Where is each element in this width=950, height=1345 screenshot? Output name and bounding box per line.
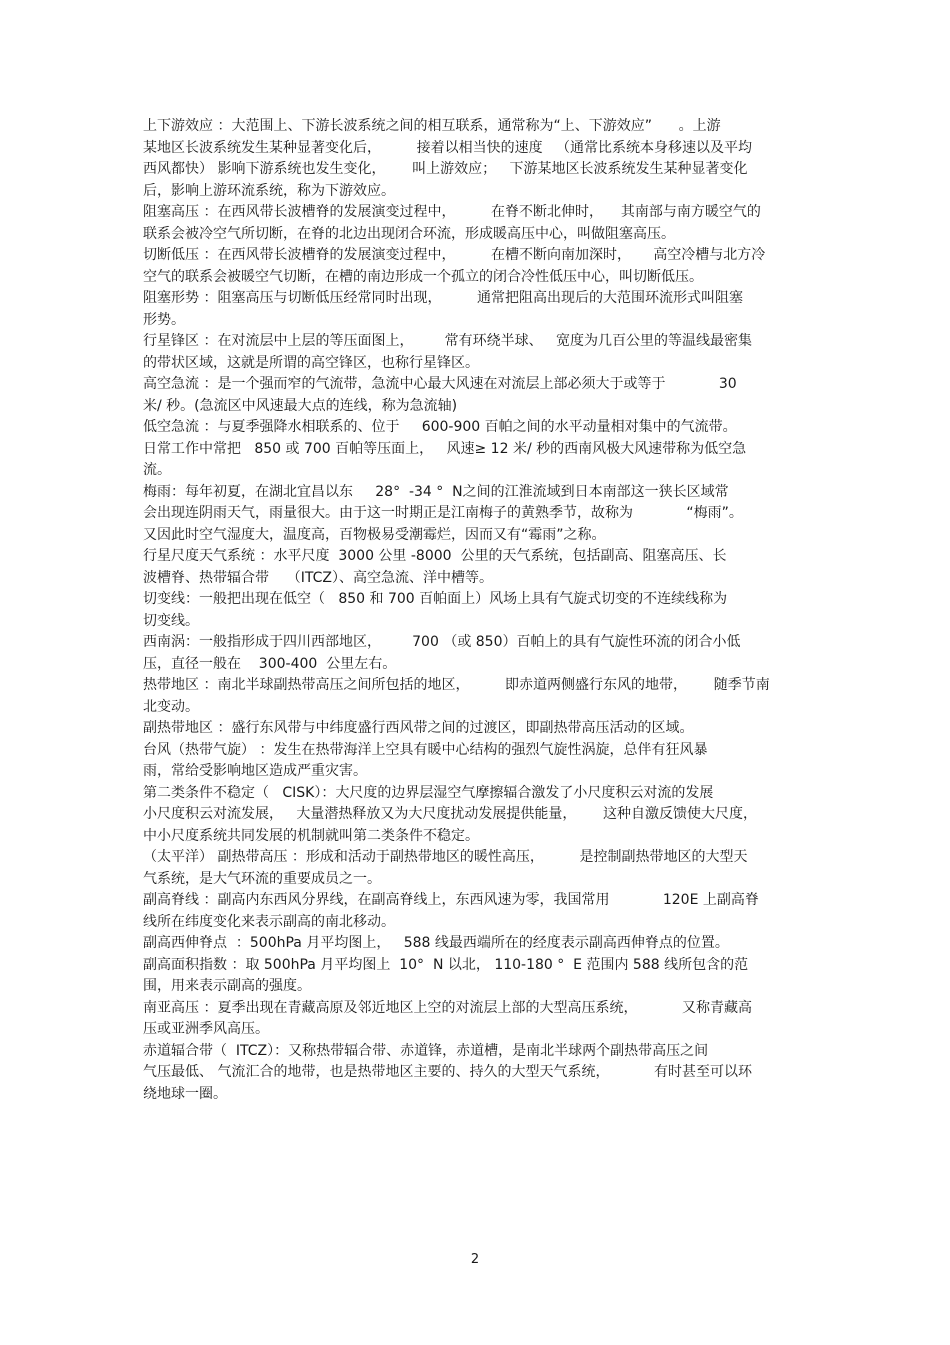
entry-line: 副高面积指数 ：取 500hPa 月平均图上 10° N 以北， 110-180 ° E 范围内 588 线所包含的范 <box>143 956 749 973</box>
glossary-entry <box>143 288 808 331</box>
glossary-entry <box>143 374 808 417</box>
entry-line: 形势。 <box>143 311 185 328</box>
entry-line: 中小尺度系统共同发展的机制就叫第二类条件不稳定。 <box>143 827 479 844</box>
glossary-content <box>143 116 808 1105</box>
entry-line: 第二类条件不稳定（ CISK）：大尺度的边界层湿空气摩擦辐合激发了小尺度积云对流的发展 <box>143 784 714 801</box>
glossary-entry <box>143 740 808 783</box>
entry-line: 低空急流 ：与夏季强降水相联系的、位于 600-900 百帕之间的水平动量相对集中的气流带。 <box>143 419 737 435</box>
glossary-entry <box>143 202 808 245</box>
entry-line: 压或亚洲季风高压。 <box>143 1021 269 1037</box>
glossary-entry <box>143 890 808 933</box>
glossary-entry <box>143 417 808 482</box>
entry-line: 副高脊线 ：副高内东西风分界线，在副高脊线上，东西风速为零，我国常用 120E 上副高脊 <box>143 892 759 908</box>
entry-line: 气系统，是大气环流的重要成员之一。 <box>143 870 381 887</box>
entry-line: 空气的联系会被暖空气切断，在槽的南边形成一个孤立的闭合冷性低压中心，叫切断低压。 <box>143 268 703 285</box>
entry-line: 小尺度积云对流发展， 大量潜热释放又为大尺度扰动发展提供能量， 这种自激反馈使大尺度， <box>143 806 758 822</box>
entry-line: 气压最低、 气流汇合的地带，也是热带地区主要的、持久的大型天气系统， 有时甚至可以环 <box>143 1064 752 1080</box>
entry-line: 西南涡：一般指形成于四川西部地区， 700 （或 850）百帕上的具有气旋性环流的闭合小低 <box>143 634 741 650</box>
entry-line: 雨，常给受影响地区造成严重灾害。 <box>143 763 367 779</box>
entry-line: 梅雨：每年初夏，在湖北宜昌以东 28° -34 ° N之间的江淮流域到日本南部这一狭长区域常 <box>143 483 729 500</box>
entry-line: 压，直径一般在 300-400 公里左右。 <box>143 655 397 672</box>
glossary-entry <box>143 783 808 848</box>
glossary-entry <box>143 116 808 202</box>
glossary-entry <box>143 933 808 955</box>
entry-line: 流。 <box>143 462 171 478</box>
entry-line: 波槽脊、热带辐合带 （ITCZ）、高空急流、洋中槽等。 <box>143 569 494 586</box>
entry-line: 行星尺度天气系统 ：水平尺度 3000 公里 -8000 公里的天气系统，包括副高、阻塞高压、长 <box>143 548 727 564</box>
glossary-entry <box>143 482 808 547</box>
entry-line: 米/ 秒。(急流区中风速最大点的连线，称为急流轴) <box>143 397 458 414</box>
glossary-entry <box>143 245 808 288</box>
entry-line: 日常工作中常把 850 或 700 百帕等压面上， 风速≥ 12 米/ 秒的西南风极大风速带称为低空急 <box>143 440 747 457</box>
page-number: 2 <box>470 1252 480 1267</box>
glossary-entry <box>143 546 808 589</box>
glossary-entry <box>143 998 808 1041</box>
entry-line: 切断低压 ：在西风带长波槽脊的发展演变过程中， 在槽不断向南加深时， 高空冷槽与北方冷 <box>143 247 766 263</box>
entry-line: 某地区长波系统发生某种显著变化后， 接着以相当快的速度 （通常比系统本身移速以及平均 <box>143 139 752 156</box>
entry-line: 台风（热带气旋） ：发生在热带海洋上空具有暖中心结构的强烈气旋性涡旋，总伴有狂风暴 <box>143 741 708 758</box>
glossary-entry <box>143 955 808 998</box>
entry-line: 上下游效应 ：大范围上、下游长波系统之间的相互联系，通常称为“上、下游效应” 。上游 <box>143 118 721 134</box>
entry-line: 又因此时空气湿度大，温度高，百物极易受潮霉烂，因而又有“霉雨”之称。 <box>143 526 606 543</box>
entry-line: 副高西伸脊点 ：500hPa 月平均图上， 588 线最西端所在的经度表示副高西伸脊点的位置。 <box>143 935 729 951</box>
entry-line: 的带状区域，这就是所谓的高空锋区，也称行星锋区。 <box>143 354 479 371</box>
entry-line: 阻塞高压 ：在西风带长波槽脊的发展演变过程中， 在脊不断北伸时， 其南部与南方暖空气的 <box>143 204 761 220</box>
glossary-entry <box>143 718 808 740</box>
glossary-entry <box>143 589 808 632</box>
entry-line: 绕地球一圈。 <box>143 1085 227 1102</box>
entry-line: 围，用来表示副高的强度。 <box>143 978 311 994</box>
glossary-entry <box>143 1041 808 1106</box>
glossary-entry <box>143 331 808 374</box>
entry-line: 后，影响上游环流系统，称为下游效应。 <box>143 182 395 199</box>
glossary-entry <box>143 675 808 718</box>
entry-line: 阻塞形势 ：阻塞高压与切断低压经常同时出现， 通常把阻高出现后的大范围环流形式叫阻塞 <box>143 290 744 306</box>
entry-line: 南亚高压 ：夏季出现在青藏高原及邻近地区上空的对流层上部的大型高压系统， 又称青藏高 <box>143 999 752 1016</box>
entry-line: 西风都快） 影响下游系统也发生变化， 叫上游效应； 下游某地区长波系统发生某种显著变化 <box>143 161 748 177</box>
entry-line: 北变动。 <box>143 698 199 715</box>
entry-line: 赤道辐合带（ ITCZ）：又称热带辐合带、赤道锋，赤道槽，是南北半球两个副热带高压之间 <box>143 1042 709 1059</box>
entry-line: 副热带地区 ：盛行东风带与中纬度盛行西风带之间的过渡区，即副热带高压活动的区域。 <box>143 720 694 736</box>
entry-line: 切变线：一般把出现在低空（ 850 和 700 百帕面上）风场上具有气旋式切变的不连续线称为 <box>143 591 728 607</box>
entry-line: 切变线。 <box>143 612 199 629</box>
entry-line: 联系会被冷空气所切断，在脊的北边出现闭合环流，形成暖高压中心，叫做阻塞高压。 <box>143 225 675 242</box>
entry-line: （太平洋） 副热带高压 ：形成和活动于副热带地区的暖性高压， 是控制副热带地区的大型天 <box>143 849 748 865</box>
glossary-entry <box>143 632 808 675</box>
entry-line: 行星锋区 ：在对流层中上层的等压面图上， 常有环绕半球、 宽度为几百公里的等温线最密集 <box>143 333 752 349</box>
entry-line: 线所在纬度变化来表示副高的南北移动。 <box>143 913 395 930</box>
entry-line: 热带地区 ：南北半球副热带高压之间所包括的地区， 即赤道两侧盛行东风的地带， 随季节南 <box>143 677 770 693</box>
glossary-entry <box>143 847 808 890</box>
entry-line: 高空急流 ：是一个强而窄的气流带，急流中心最大风速在对流层上部必须大于或等于 30 <box>143 376 737 392</box>
entry-line: 会出现连阴雨天气，雨量很大。由于这一时期正是江南梅子的黄熟季节，故称为 “梅雨”。 <box>143 505 743 521</box>
